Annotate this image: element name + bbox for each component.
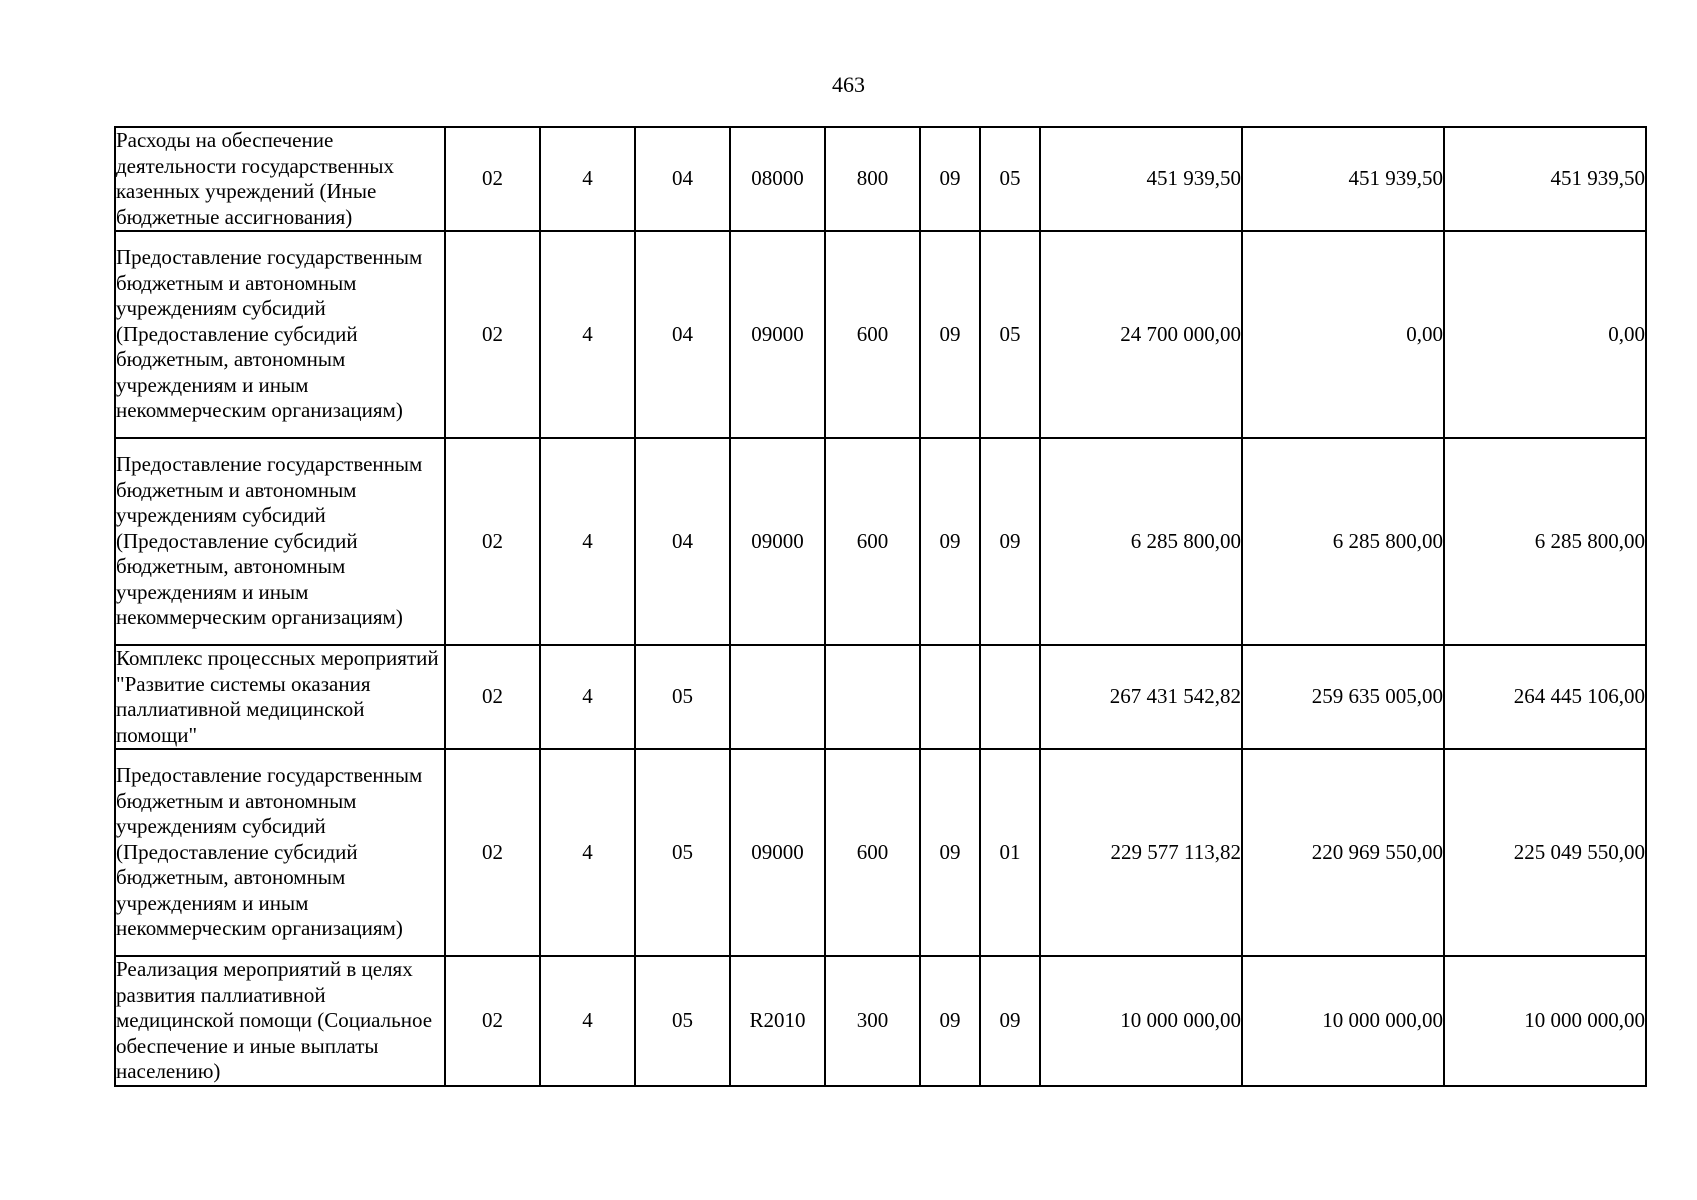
budget-table xyxy=(114,126,1647,1087)
amount-year-1: 229 577 113,82 xyxy=(1040,749,1242,956)
amount-year-3: 264 445 106,00 xyxy=(1444,645,1646,749)
program-code: 02 xyxy=(445,438,540,645)
amount-year-3: 6 285 800,00 xyxy=(1444,438,1646,645)
direction-code xyxy=(730,645,825,749)
budget-table-body xyxy=(115,127,1646,1086)
direction-code: 09000 xyxy=(730,438,825,645)
subsection-code: 09 xyxy=(980,956,1040,1086)
table-row xyxy=(115,438,1646,645)
subprogram-code: 4 xyxy=(540,231,635,438)
activity-code: 05 xyxy=(635,645,730,749)
table-row xyxy=(115,127,1646,231)
subsection-code: 05 xyxy=(980,127,1040,231)
section-code: 09 xyxy=(920,956,980,1086)
subsection-code: 01 xyxy=(980,749,1040,956)
table-row xyxy=(115,956,1646,1086)
subprogram-code: 4 xyxy=(540,645,635,749)
amount-year-2: 259 635 005,00 xyxy=(1242,645,1444,749)
section-code xyxy=(920,645,980,749)
expense-type-code: 600 xyxy=(825,438,920,645)
program-code: 02 xyxy=(445,127,540,231)
section-code: 09 xyxy=(920,231,980,438)
section-code: 09 xyxy=(920,127,980,231)
expense-type-code: 300 xyxy=(825,956,920,1086)
expense-type-code: 600 xyxy=(825,749,920,956)
subprogram-code: 4 xyxy=(540,127,635,231)
program-code: 02 xyxy=(445,645,540,749)
page-number: 463 xyxy=(832,72,865,97)
amount-year-2: 10 000 000,00 xyxy=(1242,956,1444,1086)
direction-code: 09000 xyxy=(730,231,825,438)
section-code: 09 xyxy=(920,438,980,645)
amount-year-1: 267 431 542,82 xyxy=(1040,645,1242,749)
amount-year-3: 451 939,50 xyxy=(1444,127,1646,231)
direction-code: 09000 xyxy=(730,749,825,956)
row-description: Комплекс процессных мероприятий "Развитие системы оказания паллиативной медицинской помощи" xyxy=(115,645,445,749)
activity-code: 04 xyxy=(635,438,730,645)
activity-code: 04 xyxy=(635,127,730,231)
subprogram-code: 4 xyxy=(540,956,635,1086)
amount-year-1: 24 700 000,00 xyxy=(1040,231,1242,438)
expense-type-code: 600 xyxy=(825,231,920,438)
amount-year-1: 6 285 800,00 xyxy=(1040,438,1242,645)
table-row xyxy=(115,231,1646,438)
activity-code: 04 xyxy=(635,231,730,438)
table-row xyxy=(115,645,1646,749)
amount-year-3: 10 000 000,00 xyxy=(1444,956,1646,1086)
amount-year-2: 451 939,50 xyxy=(1242,127,1444,231)
program-code: 02 xyxy=(445,749,540,956)
row-description: Расходы на обеспечение деятельности государственных казенных учреждений (Иные бюджетные ассигнования) xyxy=(115,127,445,231)
activity-code: 05 xyxy=(635,749,730,956)
row-description: Предоставление государственным бюджетным и автономным учреждениям субсидий (Предоставление субсидий бюджетным, автономным учреждениям и иным некоммерческим организациям) xyxy=(115,231,445,438)
row-description: Предоставление государственным бюджетным и автономным учреждениям субсидий (Предоставление субсидий бюджетным, автономным учреждениям и иным некоммерческим организациям) xyxy=(115,749,445,956)
amount-year-2: 6 285 800,00 xyxy=(1242,438,1444,645)
direction-code: R2010 xyxy=(730,956,825,1086)
activity-code: 05 xyxy=(635,956,730,1086)
subsection-code: 05 xyxy=(980,231,1040,438)
amount-year-2: 220 969 550,00 xyxy=(1242,749,1444,956)
expense-type-code xyxy=(825,645,920,749)
amount-year-1: 451 939,50 xyxy=(1040,127,1242,231)
direction-code: 08000 xyxy=(730,127,825,231)
row-description: Предоставление государственным бюджетным и автономным учреждениям субсидий (Предоставление субсидий бюджетным, автономным учреждениям и иным некоммерческим организациям) xyxy=(115,438,445,645)
table-row xyxy=(115,749,1646,956)
amount-year-3: 0,00 xyxy=(1444,231,1646,438)
expense-type-code: 800 xyxy=(825,127,920,231)
subsection-code xyxy=(980,645,1040,749)
subsection-code: 09 xyxy=(980,438,1040,645)
row-description: Реализация мероприятий в целях развития паллиативной медицинской помощи (Социальное обеспечение и иные выплаты населению) xyxy=(115,956,445,1086)
program-code: 02 xyxy=(445,231,540,438)
amount-year-1: 10 000 000,00 xyxy=(1040,956,1242,1086)
subprogram-code: 4 xyxy=(540,749,635,956)
section-code: 09 xyxy=(920,749,980,956)
amount-year-3: 225 049 550,00 xyxy=(1444,749,1646,956)
subprogram-code: 4 xyxy=(540,438,635,645)
amount-year-2: 0,00 xyxy=(1242,231,1444,438)
program-code: 02 xyxy=(445,956,540,1086)
